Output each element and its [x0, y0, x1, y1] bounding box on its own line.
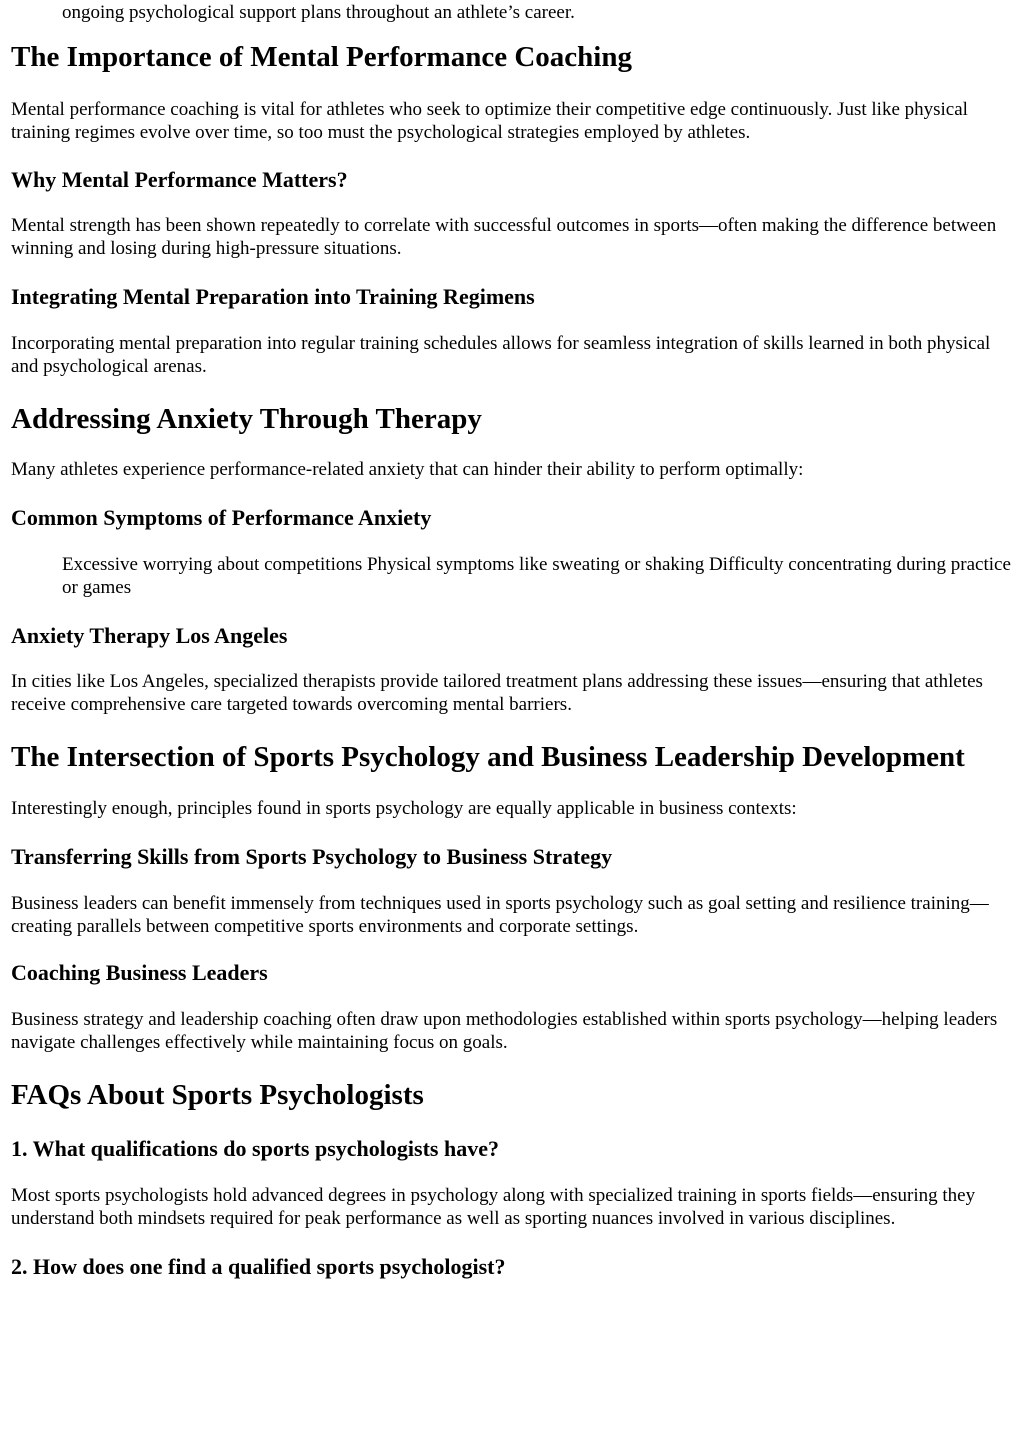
subsection-heading-transferring-skills: Transferring Skills from Sports Psychology to Business Strategy: [11, 844, 613, 869]
subsection-heading-anxiety-therapy-la: Anxiety Therapy Los Angeles: [11, 623, 288, 648]
section-heading-anxiety-therapy: Addressing Anxiety Through Therapy: [11, 403, 482, 435]
subsection-heading-why-mental-performance: Why Mental Performance Matters?: [11, 167, 348, 192]
faq-question-qualifications: 1. What qualifications do sports psychologists have?: [11, 1136, 499, 1161]
subsection-paragraph-transferring-skills: Business leaders can benefit immensely from techniques used in sports psychology such as goal setting and resilience training—creating parallels between competitive sports environments and corporate settings.: [11, 893, 989, 937]
intro-fragment-paragraph: ongoing psychological support plans throughout an athlete’s career.: [62, 2, 575, 23]
section-paragraph-mental-coaching: Mental performance coaching is vital for athletes who seek to optimize their competitive edge continuously. Just like physical training regimes evolve over time, so too must the psychological strategies employed by athletes.: [11, 99, 968, 143]
subsection-paragraph-anxiety-therapy-la: In cities like Los Angeles, specialized therapists provide tailored treatment plans addressing these issues—ensuring that athletes receive comprehensive care targeted towards overcoming mental barriers.: [11, 671, 983, 715]
subsection-paragraph-integrating-mental-prep: Incorporating mental preparation into regular training schedules allows for seamless integration of skills learned in both physical and psychological arenas.: [11, 333, 991, 377]
faq-answer-qualifications: Most sports psychologists hold advanced degrees in psychology along with specialized training in sports fields—ensuring they understand both mindsets required for peak performance as well as sporting nuances involved in various disciplines.: [11, 1185, 976, 1229]
section-heading-sports-business: The Intersection of Sports Psychology and Business Leadership Development: [11, 741, 965, 773]
section-heading-faqs: FAQs About Sports Psychologists: [11, 1079, 424, 1111]
subsection-paragraph-coaching-leaders: Business strategy and leadership coaching often draw upon methodologies established within sports psychology—helping leaders navigate challenges effectively while maintaining focus on goals.: [11, 1009, 998, 1053]
section-paragraph-sports-business: Interestingly enough, principles found in sports psychology are equally applicable in business contexts:: [11, 798, 797, 819]
subsection-paragraph-why-mental-performance: Mental strength has been shown repeatedly to correlate with successful outcomes in sports—often making the difference between winning and losing during high-pressure situations.: [11, 215, 997, 259]
section-paragraph-anxiety-therapy: Many athletes experience performance-related anxiety that can hinder their ability to perform optimally:: [11, 459, 804, 480]
subsection-heading-common-symptoms: Common Symptoms of Performance Anxiety: [11, 505, 432, 530]
subsection-heading-integrating-mental-prep: Integrating Mental Preparation into Training Regimens: [11, 284, 535, 309]
symptoms-list-paragraph: Excessive worrying about competitions Physical symptoms like sweating or shaking Difficulty concentrating during practice or games: [62, 554, 1011, 598]
subsection-heading-coaching-leaders: Coaching Business Leaders: [11, 960, 268, 985]
faq-question-find-psychologist: 2. How does one find a qualified sports psychologist?: [11, 1254, 506, 1279]
section-heading-mental-coaching: The Importance of Mental Performance Coaching: [11, 41, 632, 73]
